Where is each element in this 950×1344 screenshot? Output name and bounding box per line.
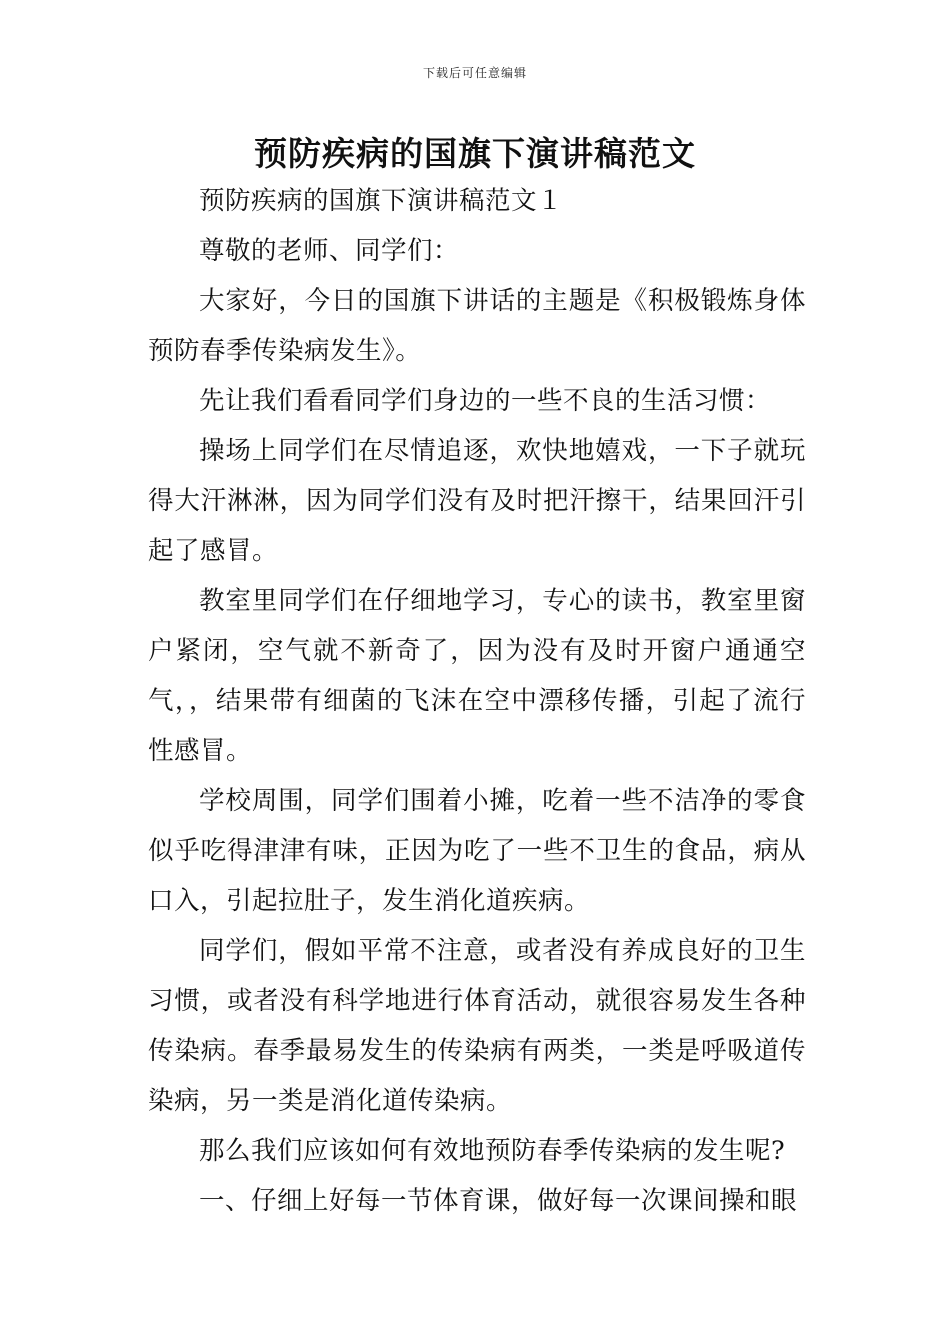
body-paragraph: 大家好，今日的国旗下讲话的主题是《积极锻炼身体预防春季传染病发生》。 [148, 286, 806, 366]
body-paragraph: 操场上同学们在尽情追逐，欢快地嬉戏，一下子就玩得大汗淋淋，因为同学们没有及时把汗擦干，结果回汗引起了感冒。 [148, 436, 806, 566]
body-paragraph: 学校周围，同学们围着小摊，吃着一些不洁净的零食似乎吃得津津有味，正因为吃了一些不卫生的食品，病从口入，引起拉肚子，发生消化道疾病。 [148, 786, 806, 916]
body-paragraph: 教室里同学们在仔细地学习，专心的读书，教室里窗户紧闭，空气就不新奇了，因为没有及时开窗户通通空气，，结果带有细菌的飞沫在空中漂移传播，引起了流行性感冒。 [148, 586, 806, 766]
body-paragraph: 一、仔细上好每一节体育课，做好每一次课间操和眼 [199, 1186, 798, 1216]
document-body [148, 176, 806, 1226]
body-paragraph: 先让我们看看同学们身边的一些不良的生活习惯： [199, 386, 772, 416]
salutation-paragraph: 尊敬的老师、同学们： [199, 236, 460, 266]
body-paragraph: 那么我们应该如何有效地预防春季传染病的发生呢? [199, 1136, 786, 1166]
header-note: 下载后可任意编辑 [422, 66, 527, 80]
subtitle-paragraph: 预防疾病的国旗下演讲稿范文１ [199, 186, 564, 216]
document-title: 预防疾病的国旗下演讲稿范文 [254, 134, 696, 173]
body-paragraph: 同学们，假如平常不注意，或者没有养成良好的卫生习惯，或者没有科学地进行体育活动，就很容易发生各种传染病。春季最易发生的传染病有两类，一类是呼吸道传染病，另一类是消化道传染病。 [148, 936, 806, 1116]
